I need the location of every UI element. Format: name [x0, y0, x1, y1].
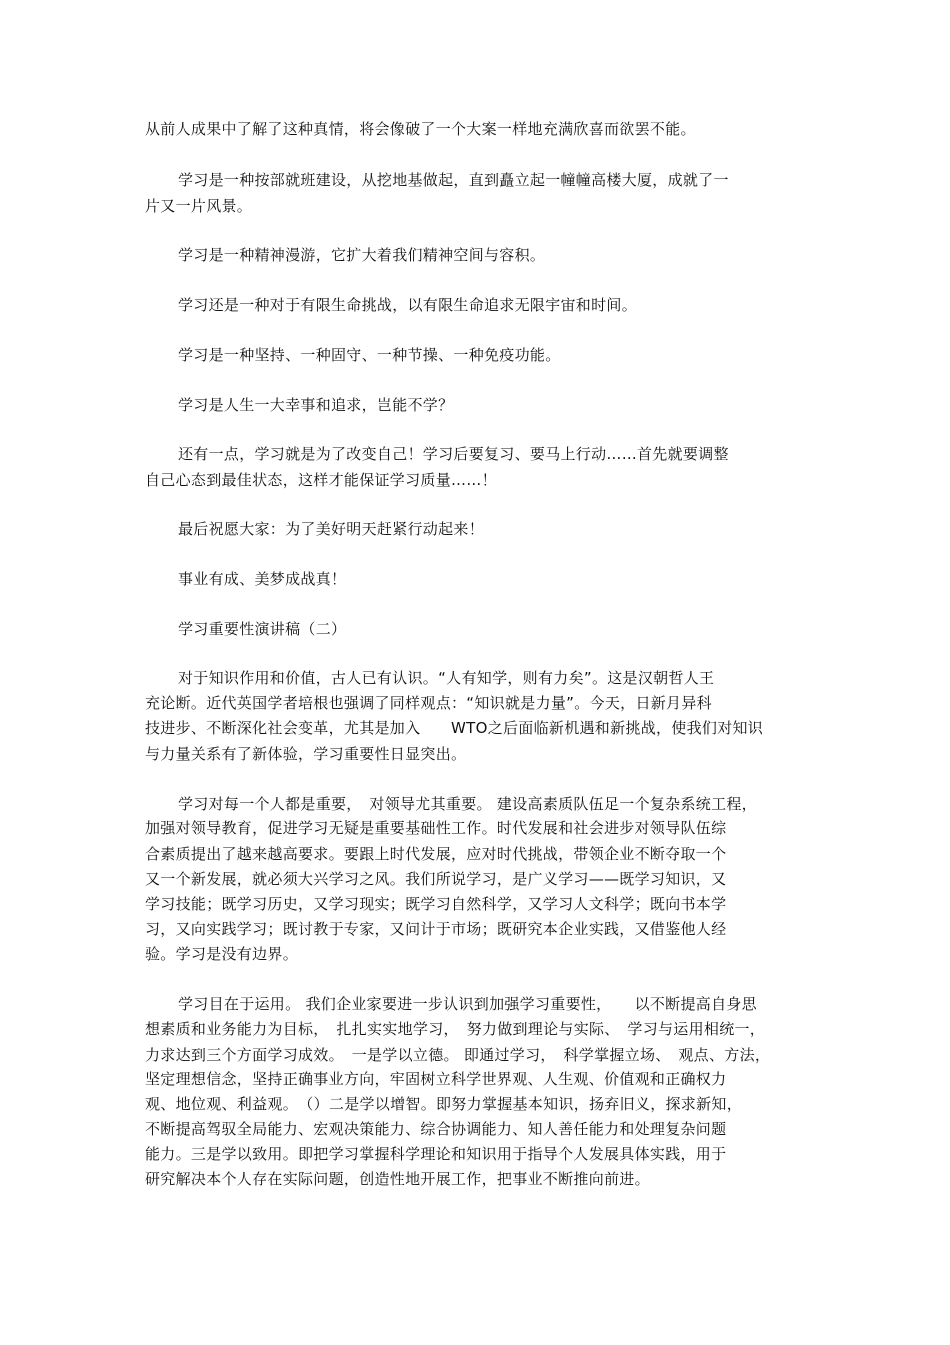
- text-line: 充论断。近代英国学者培根也强调了同样观点：“知识就是力量”。今天，日新月异科: [145, 694, 712, 712]
- text-line: 与力量关系有了新体验，学习重要性日显突出。: [145, 745, 467, 763]
- text-line: 学习目在于运用。 我们企业家要进一步认识到加强学习重要性， 以不断提高自身思: [178, 995, 757, 1013]
- text-line: 学习技能；既学习历史，又学习现实；既学习自然科学，又学习人文科学；既向书本学: [145, 895, 727, 913]
- text-line: 最后祝愿大家：为了美好明天赶紧行动起来！: [178, 520, 485, 538]
- text-line: 从前人成果中了解了这种真情，将会像破了一个大案一样地充满欣喜而欲罢不能。: [145, 120, 696, 138]
- section-heading: 学习重要性演讲稿（二）: [178, 620, 347, 638]
- text-line: 学习是一种精神漫游，它扩大着我们精神空间与容积。: [178, 246, 546, 264]
- text-line: 合素质提出了越来越高要求。要跟上时代发展，应对时代挑战，带领企业不断夺取一个: [145, 845, 727, 863]
- text-line: 事业有成、美梦成战真！: [178, 570, 347, 588]
- text-line: 验。学习是没有边界。: [145, 945, 299, 963]
- text-line: 学习是一种按部就班建设，从挖地基做起，直到矗立起一幢幢高楼大厦，成就了一: [178, 171, 729, 189]
- text-line: 加强对领导教育，促进学习无疑是重要基础性工作。时代发展和社会进步对领导队伍综: [145, 819, 727, 837]
- text-line: 不断提高驾驭全局能力、宏观决策能力、综合协调能力、知人善任能力和处理复杂问题: [145, 1120, 727, 1138]
- text-line: 学习是人生一大幸事和追求，岂能不学？: [178, 396, 454, 414]
- text-line: 自己心态到最佳状态，这样才能保证学习质量……！: [145, 471, 497, 489]
- text-line: 想素质和业务能力为目标， 扎扎实实地学习， 努力做到理论与实际、 学习与运用相统一，: [145, 1020, 766, 1038]
- text-line: 观、地位观、利益观。 （）二是学以增智。即努力掌握基本知识，扬弃旧义，探求新知，: [145, 1095, 743, 1113]
- text-line: 力求达到三个方面学习成效。 一是学以立德。 即通过学习， 科学掌握立场、 观点、方法，: [145, 1046, 771, 1064]
- text-line: 技进步、不断深化社会变革，尤其是加入 WTO之后面临新机遇和新挑战，使我们对知识: [145, 719, 764, 737]
- text-line: 习，又向实践学习；既讨教于专家，又问计于市场；既研究本企业实践，又借鉴他人经: [145, 920, 727, 938]
- text-line: 能力。三是学以致用。即把学习掌握科学理论和知识用于指导个人发展具体实践，用于: [145, 1145, 727, 1163]
- text-line: 学习还是一种对于有限生命挑战，以有限生命追求无限宇宙和时间。: [178, 296, 638, 314]
- text-line: 研究解决本个人存在实际问题，创造性地开展工作，把事业不断推向前进。: [145, 1170, 650, 1188]
- text-line: 还有一点，学习就是为了改变自己！学习后要复习、要马上行动……首先就要调整: [178, 445, 729, 463]
- text-line: 学习对每一个人都是重要， 对领导尤其重要。 建设高素质队伍足一个复杂系统工程，: [178, 795, 757, 813]
- text-line: 坚定理想信念，坚持正确事业方向，牢固树立科学世界观、人生观、价值观和正确权力: [145, 1070, 727, 1088]
- text-line: 对于知识作用和价值，古人已有认识。“人有知学，则有力矣”。这是汉朝哲人王: [178, 669, 715, 687]
- text-line: 学习是一种坚持、一种固守、一种节操、一种免疫功能。: [178, 346, 561, 364]
- text-line: 又一个新发展，就必须大兴学习之风。我们所说学习，是广义学习——既学习知识，又: [145, 870, 727, 888]
- text-line: 片又一片风景。: [145, 197, 253, 215]
